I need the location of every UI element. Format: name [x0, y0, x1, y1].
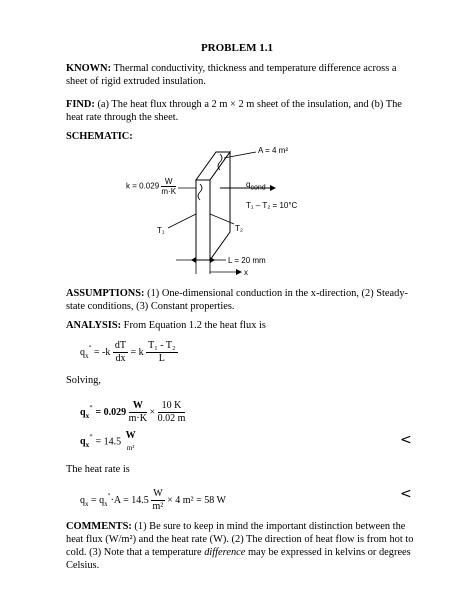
comments-text-1: (1) Be sure to keep in mind the important distinction between the heat flux (W/m²) and the heat rate (W). (2) The direction of heat flow is from hot to cold. (3) Note that a temperature: [66, 521, 414, 558]
x-axis-label: x: [244, 268, 248, 277]
heat-rate-text: The heat rate is: [66, 464, 130, 475]
comments-emphasis: difference: [204, 547, 246, 558]
eq4-unit: $\frac{W}{\text{m²}}$: [152, 488, 164, 512]
assumptions-section: [66, 287, 418, 313]
x-axis-arrowhead: [236, 269, 242, 275]
comments-section: [66, 520, 418, 572]
equation-heat-flux-result: [80, 430, 138, 454]
result-check-mark-1: <: [400, 432, 412, 448]
analysis-text: From Equation 1.2 the heat flux is: [123, 320, 266, 331]
slab-front-face: [196, 180, 210, 260]
k-unit-num: W: [161, 177, 176, 187]
t2-label: T₂: [235, 224, 243, 233]
problem-title: PROBLEM 1.1: [200, 42, 274, 54]
analysis-label: ANALYSIS:: [66, 320, 122, 331]
k-prefix: k = 0.029: [126, 181, 160, 191]
q-subscript: cond: [250, 184, 266, 192]
eq1-mid: = -k: [93, 346, 111, 358]
equation-heat-flux-definition: [80, 340, 178, 365]
eq2-ratio: $\frac{10 K}{0.02 m}$: [157, 400, 186, 424]
result-check-mark-2: <: [400, 486, 412, 502]
heat-flow-arrowhead: [270, 185, 276, 191]
dim-arrowhead-right: [210, 257, 215, 263]
t1-leader: [168, 214, 196, 228]
eq3-unit: W m²: [125, 430, 136, 452]
find-section: [66, 98, 416, 124]
eq2-times: ×: [149, 406, 156, 418]
eq1-eq: = k: [130, 346, 144, 358]
find-text: (a) The heat flux through a 2 m × 2 m sheet of the insulation, and (b) The heat rate through the sheet.: [66, 99, 402, 123]
known-text: Thermal conductivity, thickness and temperature difference across a sheet of rigid extruded insulation.: [66, 63, 397, 87]
q-cond-label: [246, 180, 266, 192]
t1-label: T₁: [157, 226, 165, 235]
eq2-unit: $\frac{W}{m\cdot K}$: [128, 400, 147, 424]
comments-label: COMMENTS:: [66, 521, 132, 532]
k-unit-den: m·K: [161, 187, 177, 196]
equation-heat-rate: [80, 488, 226, 513]
eq4-mid2: ·A = 14.5: [110, 494, 149, 506]
eq3-val: = 14.5: [95, 436, 122, 448]
equation-heat-flux-substitution: [80, 400, 185, 425]
eq1-derivative: $\frac{dT}{dx}$: [114, 340, 127, 364]
eq1-lhs: $q_x''$: [80, 344, 92, 360]
known-label: KNOWN:: [66, 63, 112, 74]
find-label: FIND:: [66, 99, 95, 110]
k-label: [126, 177, 176, 196]
k-unit-fraction: [161, 177, 176, 196]
solving-text: Solving,: [66, 375, 101, 386]
comments-text-2: may be expressed in kelvins or degrees Celsius.: [66, 547, 411, 571]
q-symbol: q: [246, 180, 251, 189]
delta-t-label: T₁ – T₂ = 10°C: [246, 201, 298, 210]
eq4-lhs: $q_x$: [80, 494, 89, 508]
eq2-lhs: $q_x''$: [80, 404, 93, 420]
analysis-section: [66, 319, 416, 332]
eq4-mid: = $q_x''$: [91, 492, 111, 508]
assumptions-label: ASSUMPTIONS:: [66, 288, 145, 299]
thickness-label: L = 20 mm: [228, 256, 266, 265]
eq2-val: = 0.029: [95, 406, 127, 418]
area-label: A = 4 m²: [258, 146, 289, 155]
schematic-label: SCHEMATIC:: [66, 131, 133, 142]
dim-arrowhead-left: [191, 257, 196, 263]
eq4-tail: × 4 m² = 58 W: [167, 494, 226, 506]
eq3-lhs: $q_x''$: [80, 433, 93, 450]
assumptions-text: (1) One-dimensional conduction in the x-direction, (2) Steady-state conditions, (3) Constant properties.: [66, 288, 408, 312]
known-section: [66, 62, 416, 88]
eq1-ratio: $\frac{\text{T₁ - T₂}}{L}$: [148, 340, 176, 364]
